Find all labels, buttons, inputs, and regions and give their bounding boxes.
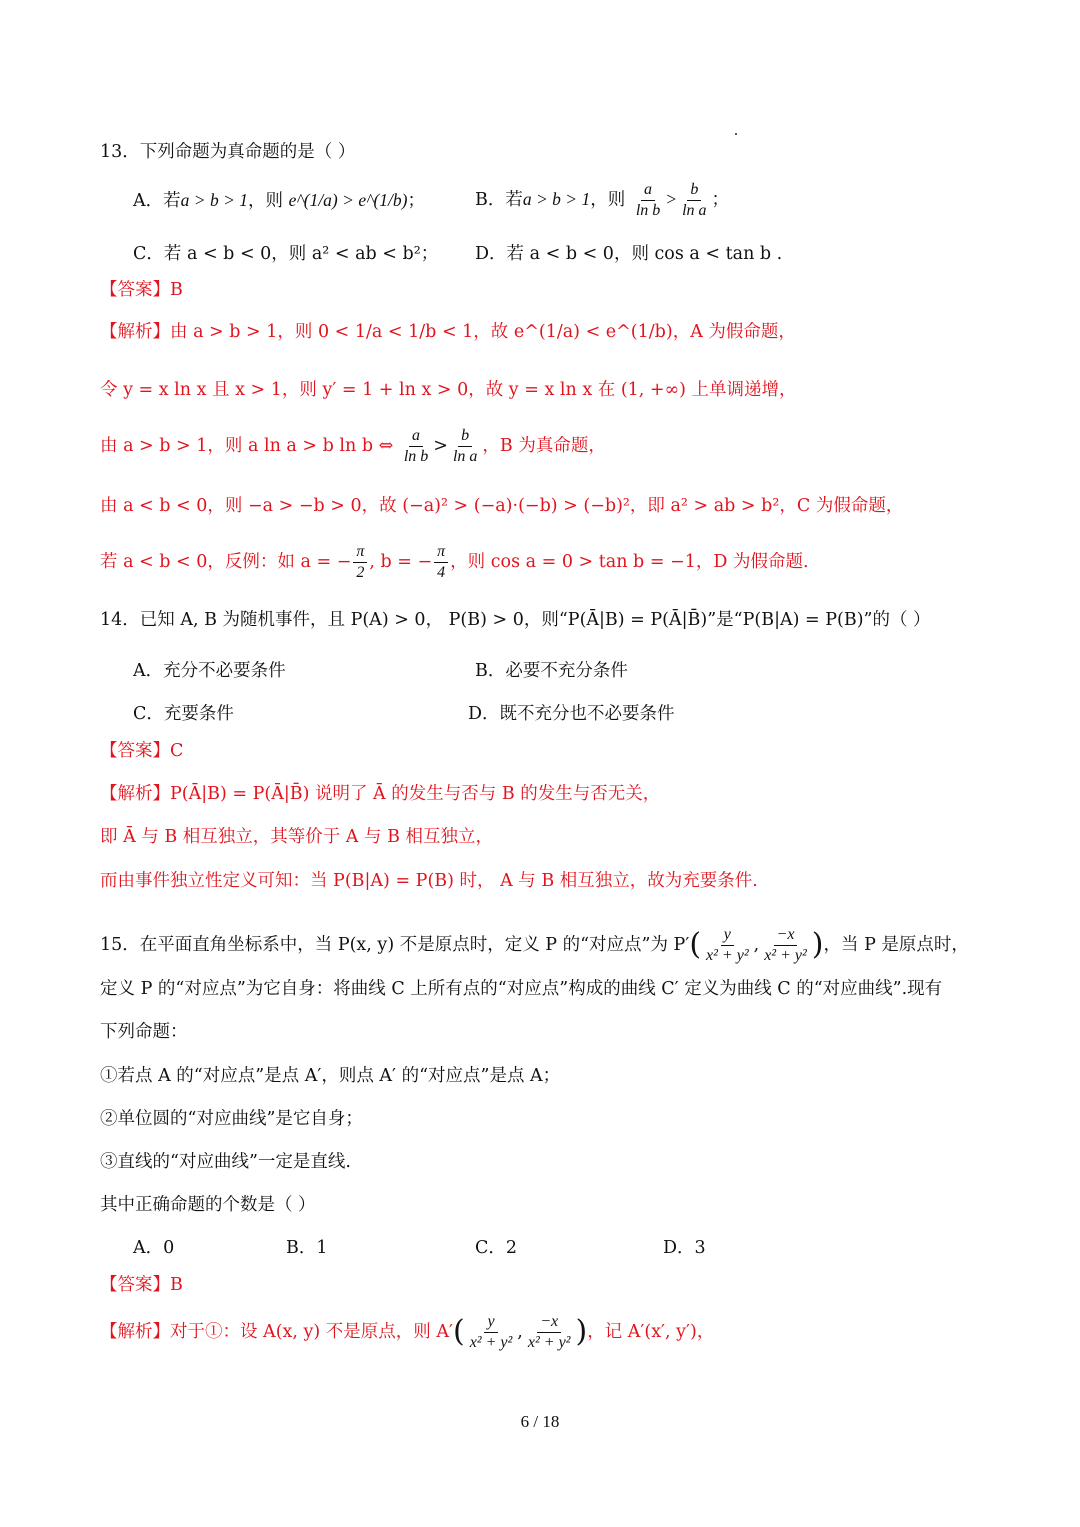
q15-item-3: ③直线的“对应曲线”一定是直线.: [100, 1152, 351, 1172]
q15-answer: 【答案】B: [100, 1275, 183, 1295]
q13-analysis-3: 由 a > b > 1，则 a ln a > b ln b ⇔ $\frac{a}{\text{ln b}}$ > $\frac{b}{\text{ln a}}$ ，B 为真命题，: [100, 427, 606, 465]
q14-analysis-1: 【解析】P(Ā|B) = P(Ā|B̄) 说明了 Ā 的发生与否与 B 的发生与否无关，: [100, 784, 661, 804]
q14-option-d: D．既不充分也不必要条件: [468, 704, 675, 724]
q15-option-b: B．1: [286, 1238, 328, 1258]
stray-dot: [735, 133, 737, 135]
q13-option-d: D．若 a < b < 0，则 cos a < tan b .: [475, 244, 783, 264]
q15-line-3: 下列命题：: [100, 1022, 188, 1042]
q13-option-c: C．若 a < b < 0，则 a² < ab < b²；: [133, 244, 439, 264]
q14-option-c: C．充要条件: [133, 704, 234, 724]
q14-answer: 【答案】C: [100, 741, 184, 761]
q15-question: 其中正确命题的个数是（ ）: [100, 1195, 316, 1215]
page-number: 6 / 18: [520, 1412, 560, 1431]
q15-analysis-1: 【解析】对于①：设 A(x, y) 不是原点，则 A′( $\frac{y}{\text{x² + y²}}$ , $\frac{-x}{\text{x² + y²}}$ )，记 A′(x′, y′)，: [100, 1313, 715, 1351]
q14-stem: 14．已知 A, B 为随机事件，且 P(A) > 0， P(B) > 0，则“P(Ā|B) = P(Ā|B̄)”是“P(B|A) = P(B)”的（ ）: [100, 610, 931, 630]
q15-option-a: A．0: [133, 1238, 175, 1258]
q13-analysis-5: 若 a < b < 0，反例：如 a = − $\frac{\pi}{2}$ , b = − $\frac{\pi}{4}$ ，则 cos a = 0 > tan b = −1，D 为假命题.: [100, 543, 809, 581]
q15-option-d: D．3: [663, 1238, 706, 1258]
q13-option-a-expr: e^(1/a) > e^(1/b): [288, 190, 408, 210]
q14-analysis-2: 即 Ā 与 B 相互独立，其等价于 A 与 B 相互独立，: [100, 827, 493, 847]
q14-option-b: B．必要不充分条件: [475, 661, 628, 681]
q13-analysis-2: 令 y = x ln x 且 x > 1，则 y′ = 1 + ln x > 0，故 y = x ln x 在 (1, +∞) 上单调递增，: [100, 380, 797, 400]
q14-option-a: A．充分不必要条件: [133, 661, 286, 681]
q13-stem: 13．下列命题为真命题的是（ ）: [100, 142, 356, 162]
q15-option-c: C．2: [475, 1238, 518, 1258]
q13-option-b-frac1: $\frac{a}{\text{ln b}}$: [635, 181, 661, 219]
q15-stem: 15．在平面直角坐标系中，当 P(x, y) 不是原点时，定义 P 的“对应点”为 P′( $\frac{y}{\text{x² + y²}}$ , $\frac{-x}{\text{x² + y²}}$ )，当 P 是原点时，: [100, 926, 969, 964]
q13-option-b: B．若a > b > 1，则 $\frac{a}{\text{ln b}}$ > $\frac{b}{\text{ln a}}$ ；: [475, 181, 730, 219]
q13-analysis-4: 由 a < b < 0，则 −a > −b > 0，故 (−a)² > (−a)·(−b) > (−b)²，即 a² > ab > b²，C 为假命题，: [100, 496, 904, 516]
q13-analysis-1: 【解析】由 a > b > 1，则 0 < 1/a < 1/b < 1，故 e^(1/a) < e^(1/b)，A 为假命题，: [100, 322, 796, 342]
q13-option-a: A．若a > b > 1，则 e^(1/a) > e^(1/b)；: [133, 190, 425, 211]
q15-line-2: 定义 P 的“对应点”为它自身：将曲线 C 上所有点的“对应点”构成的曲线 C′ 定义为曲线 C 的“对应曲线”.现有: [100, 979, 943, 999]
q15-item-2: ②单位圆的“对应曲线”是它自身；: [100, 1109, 363, 1129]
q14-analysis-3: 而由事件独立性定义可知：当 P(B|A) = P(B) 时， A 与 B 相互独立，故为充要条件.: [100, 871, 758, 891]
q15-item-1: ①若点 A 的“对应点”是点 A′，则点 A′ 的“对应点”是点 A；: [100, 1066, 561, 1086]
q13-answer: 【答案】B: [100, 280, 183, 300]
q13-option-b-frac2: $\frac{b}{\text{ln a}}$: [682, 181, 707, 219]
